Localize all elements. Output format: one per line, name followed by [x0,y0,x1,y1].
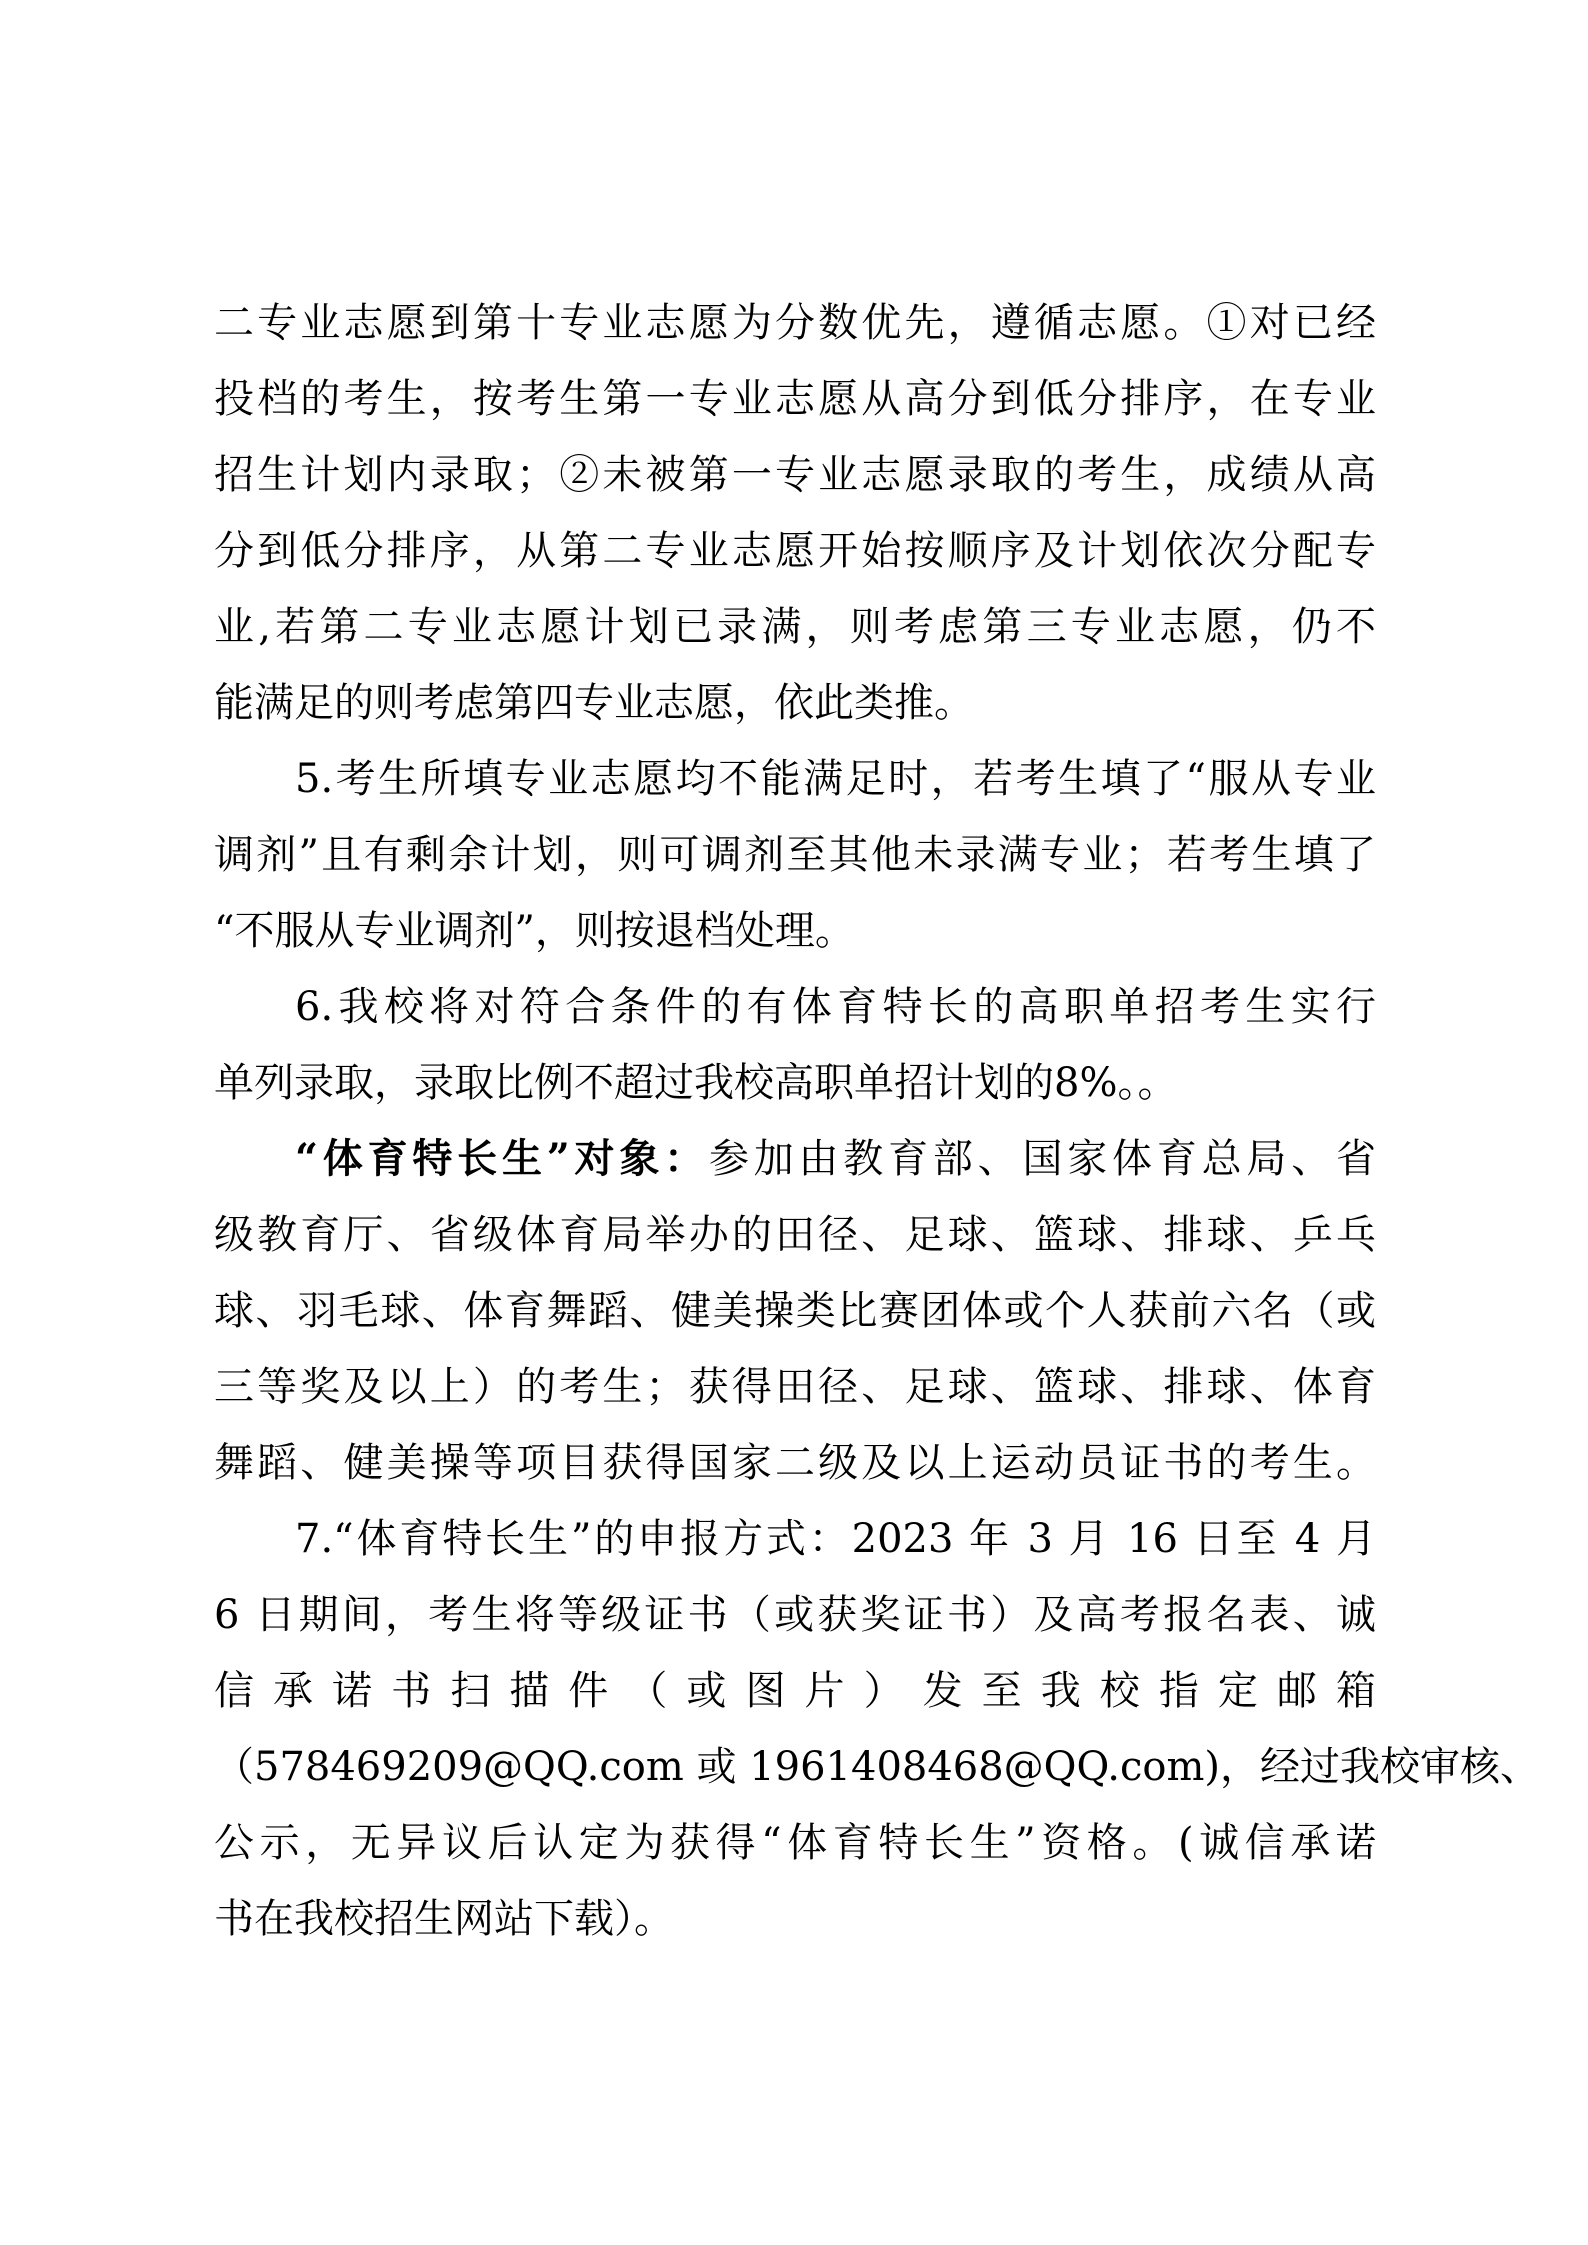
item-7-line: 7.“体育特长生”的申报方式：2023 年 3 月 16 日至 4 月 [295,1516,1376,1562]
paragraph-line: 6 日期间，考生将等级证书（或获奖证书）及高考报名表、诚 [214,1592,1376,1638]
paragraph-line: 单列录取，录取比例不超过我校高职单招计划的8%。。 [214,1060,1178,1106]
paragraph-line: 信 承 诺 书 扫 描 件 （ 或 图 片 ） 发 至 我 校 指 定 邮 箱 [214,1668,1376,1714]
paragraph-line: 三等奖及以上）的考生；获得田径、足球、篮球、排球、体育 [214,1364,1376,1410]
paragraph-line: 投档的考生，按考生第一专业志愿从高分到低分排序，在专业 [214,376,1376,422]
sports-talent-definition-line [295,1129,1376,1189]
paragraph-line: 二专业志愿到第十专业志愿为分数优先，遵循志愿。①对已经 [214,300,1376,346]
paragraph-line: 书在我校招生网站下载）。 [214,1896,674,1942]
paragraph-line: 招生计划内录取；②未被第一专业志愿录取的考生，成绩从高 [214,452,1376,498]
item-5-line: 5.考生所填专业志愿均不能满足时，若考生填了“服从专业 [295,756,1376,802]
bold-heading: “体育特长生”对象： [295,1135,709,1182]
paragraph-line: 业,若第二专业志愿计划已录满，则考虑第三专业志愿，仍不 [214,604,1376,650]
paragraph-line: 球、羽毛球、体育舞蹈、健美操类比赛团体或个人获前六名（或 [214,1288,1376,1334]
paragraph-line: 舞蹈、健美操等项目获得国家二级及以上运动员证书的考生。 [214,1440,1376,1486]
paragraph-line: “不服从专业调剂”，则按退档处理。 [214,908,855,954]
paragraph-line: 能满足的则考虑第四专业志愿，依此类推。 [214,680,974,726]
paragraph-line: 调剂”且有剩余计划，则可调剂至其他未录满专业；若考生填了 [214,832,1376,878]
paragraph-line: 公示，无异议后认定为获得“体育特长生”资格。(诚信承诺 [214,1820,1376,1866]
email-line: （578469209@QQ.com 或 1961408468@QQ.com)，经过我校审核、 [214,1744,1541,1790]
definition-text: 参加由教育部、国家体育总局、省 [708,1136,1377,1182]
paragraph-line: 级教育厅、省级体育局举办的田径、足球、篮球、排球、乒乓 [214,1212,1376,1258]
paragraph-line: 分到低分排序，从第二专业志愿开始按顺序及计划依次分配专 [214,528,1376,574]
item-6-line: 6.我校将对符合条件的有体育特长的高职单招考生实行 [295,984,1376,1030]
